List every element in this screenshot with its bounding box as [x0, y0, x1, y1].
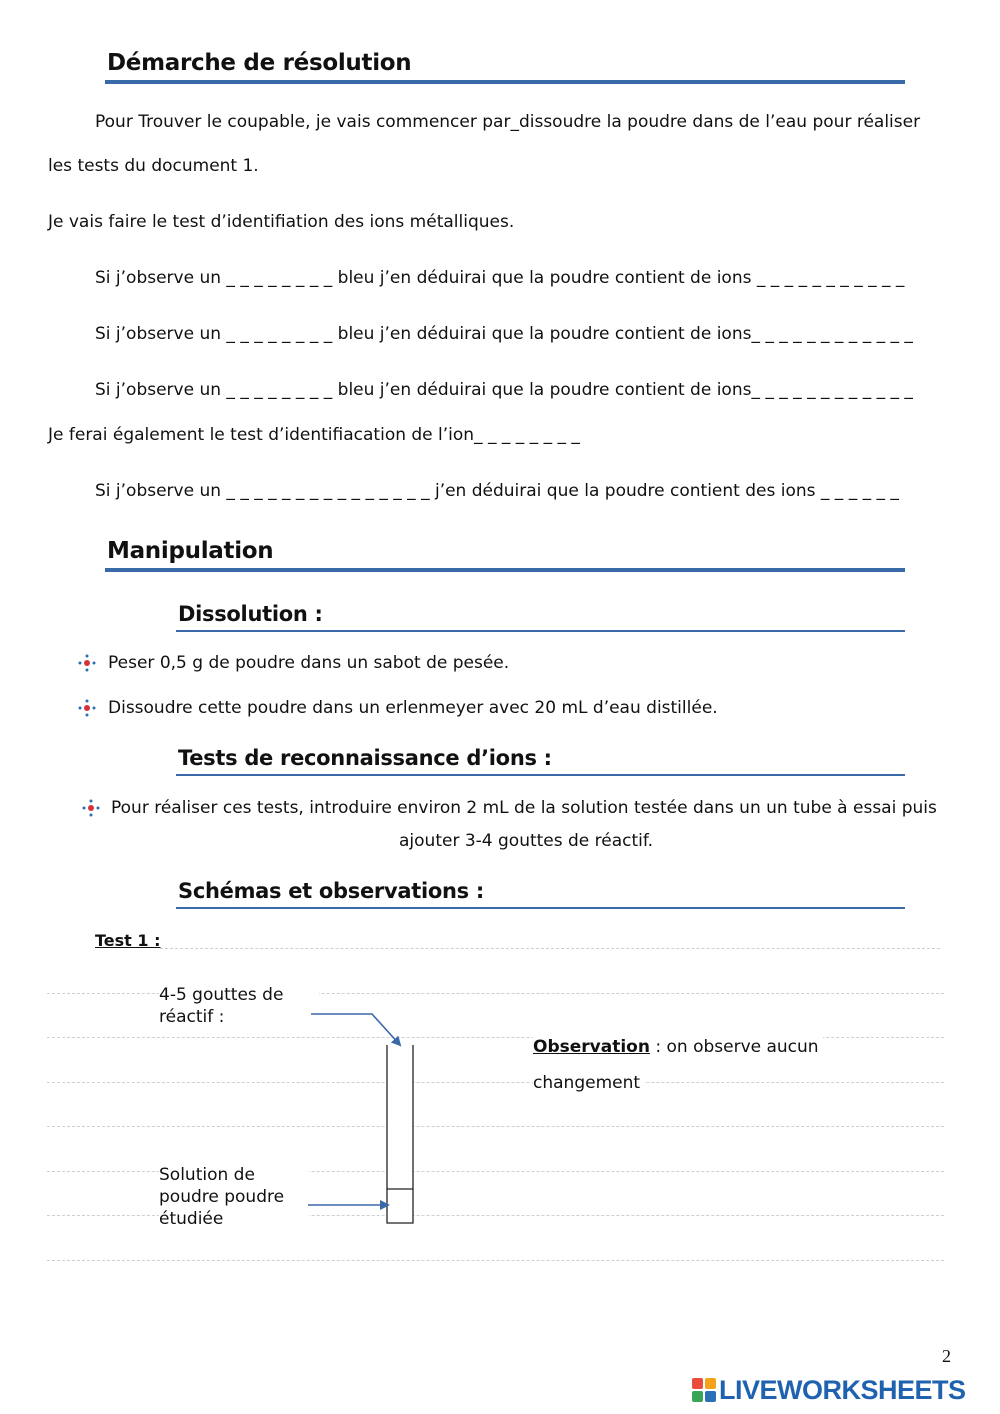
intro-line-1: Pour Trouver le coupable, je vais commencer par_dissoudre la poudre dans de l’eau pour réaliser	[95, 112, 921, 132]
ion-intro[interactable]: Je ferai également le test d’identifiacation de l’ion_ _ _ _ _ _ _ _	[48, 425, 580, 445]
page-number: 2	[942, 1346, 951, 1366]
metal-fill-line-3[interactable]: Si j’observe un _ _ _ _ _ _ _ _ bleu j’en déduirai que la poudre contient de ions_ _ _ _ _ _ _ _ _ _ _ _	[95, 380, 913, 400]
observation-text-1: : on observe aucun	[649, 1037, 819, 1057]
test-label-text: Test 1 :	[95, 931, 161, 950]
subsection-rule	[176, 774, 905, 776]
observation-line-1	[533, 1037, 823, 1057]
ion-fill-line[interactable]: Si j’observe un _ _ _ _ _ _ _ _ _ _ _ _ _ _ _ j’en déduirai que la poudre contient des ions _ _ _ _ _ _	[95, 481, 899, 501]
solution-label	[159, 1164, 309, 1230]
section-rule	[105, 80, 905, 84]
writing-line	[160, 948, 940, 949]
test-tube-diagram	[290, 1000, 430, 1230]
subsection-rule	[176, 630, 905, 632]
observation-label: Observation	[533, 1037, 650, 1057]
subheading-schemas: Schémas et observations :	[178, 879, 484, 903]
section-heading-manipulation: Manipulation	[107, 538, 274, 564]
liveworksheets-brand-text: LIVEWORKSHEETS	[719, 1374, 966, 1405]
subheading-tests: Tests de reconnaissance d’ions :	[178, 746, 552, 770]
reagent-arrow-icon	[311, 1014, 400, 1045]
subsection-rule	[176, 907, 905, 909]
solution-label-line-3: étudiée	[159, 1209, 224, 1229]
intro-line-2: les tests du document 1.	[48, 156, 259, 176]
metal-fill-line-2[interactable]: Si j’observe un _ _ _ _ _ _ _ _ bleu j’en déduirai que la poudre contient de ions_ _ _ _ _ _ _ _ _ _ _ _	[95, 324, 913, 344]
dissolution-step-2: Dissoudre cette poudre dans un erlenmeyer avec 20 mL d’eau distillée.	[108, 698, 718, 718]
section-rule	[105, 568, 905, 572]
star-bullet-icon	[78, 699, 96, 717]
star-bullet-icon	[82, 799, 100, 817]
metal-fill-line-1[interactable]: Si j’observe un _ _ _ _ _ _ _ _ bleu j’en déduirai que la poudre contient de ions _ _ _ _ _ _ _ _ _ _ _	[95, 268, 905, 288]
writing-line	[47, 1082, 944, 1083]
writing-line	[47, 1260, 944, 1261]
tests-step-line-2: ajouter 3-4 gouttes de réactif.	[399, 831, 654, 851]
solution-label-line-1: Solution de	[159, 1165, 255, 1185]
liveworksheets-logo	[692, 1376, 966, 1404]
subheading-dissolution: Dissolution :	[178, 602, 323, 626]
dissolution-step-1: Peser 0,5 g de poudre dans un sabot de pesée.	[108, 653, 510, 673]
star-bullet-icon	[78, 654, 96, 672]
reagent-label-line-2: réactif :	[159, 1007, 225, 1027]
writing-line	[47, 1126, 944, 1127]
observation-line-2: changement	[533, 1073, 644, 1093]
tests-step-line-1: Pour réaliser ces tests, introduire environ 2 mL de la solution testée dans un un tube à essai puis	[111, 798, 937, 818]
section-heading-strategy: Démarche de résolution	[107, 50, 412, 76]
liveworksheets-logo-icon	[692, 1378, 716, 1402]
test-tube-fill	[387, 1045, 413, 1223]
metal-intro: Je vais faire le test d’identifiation des ions métalliques.	[48, 212, 515, 232]
solution-label-line-2: poudre poudre	[159, 1187, 285, 1207]
test-label	[95, 931, 160, 950]
reagent-label-line-1: 4-5 gouttes de	[159, 985, 284, 1005]
